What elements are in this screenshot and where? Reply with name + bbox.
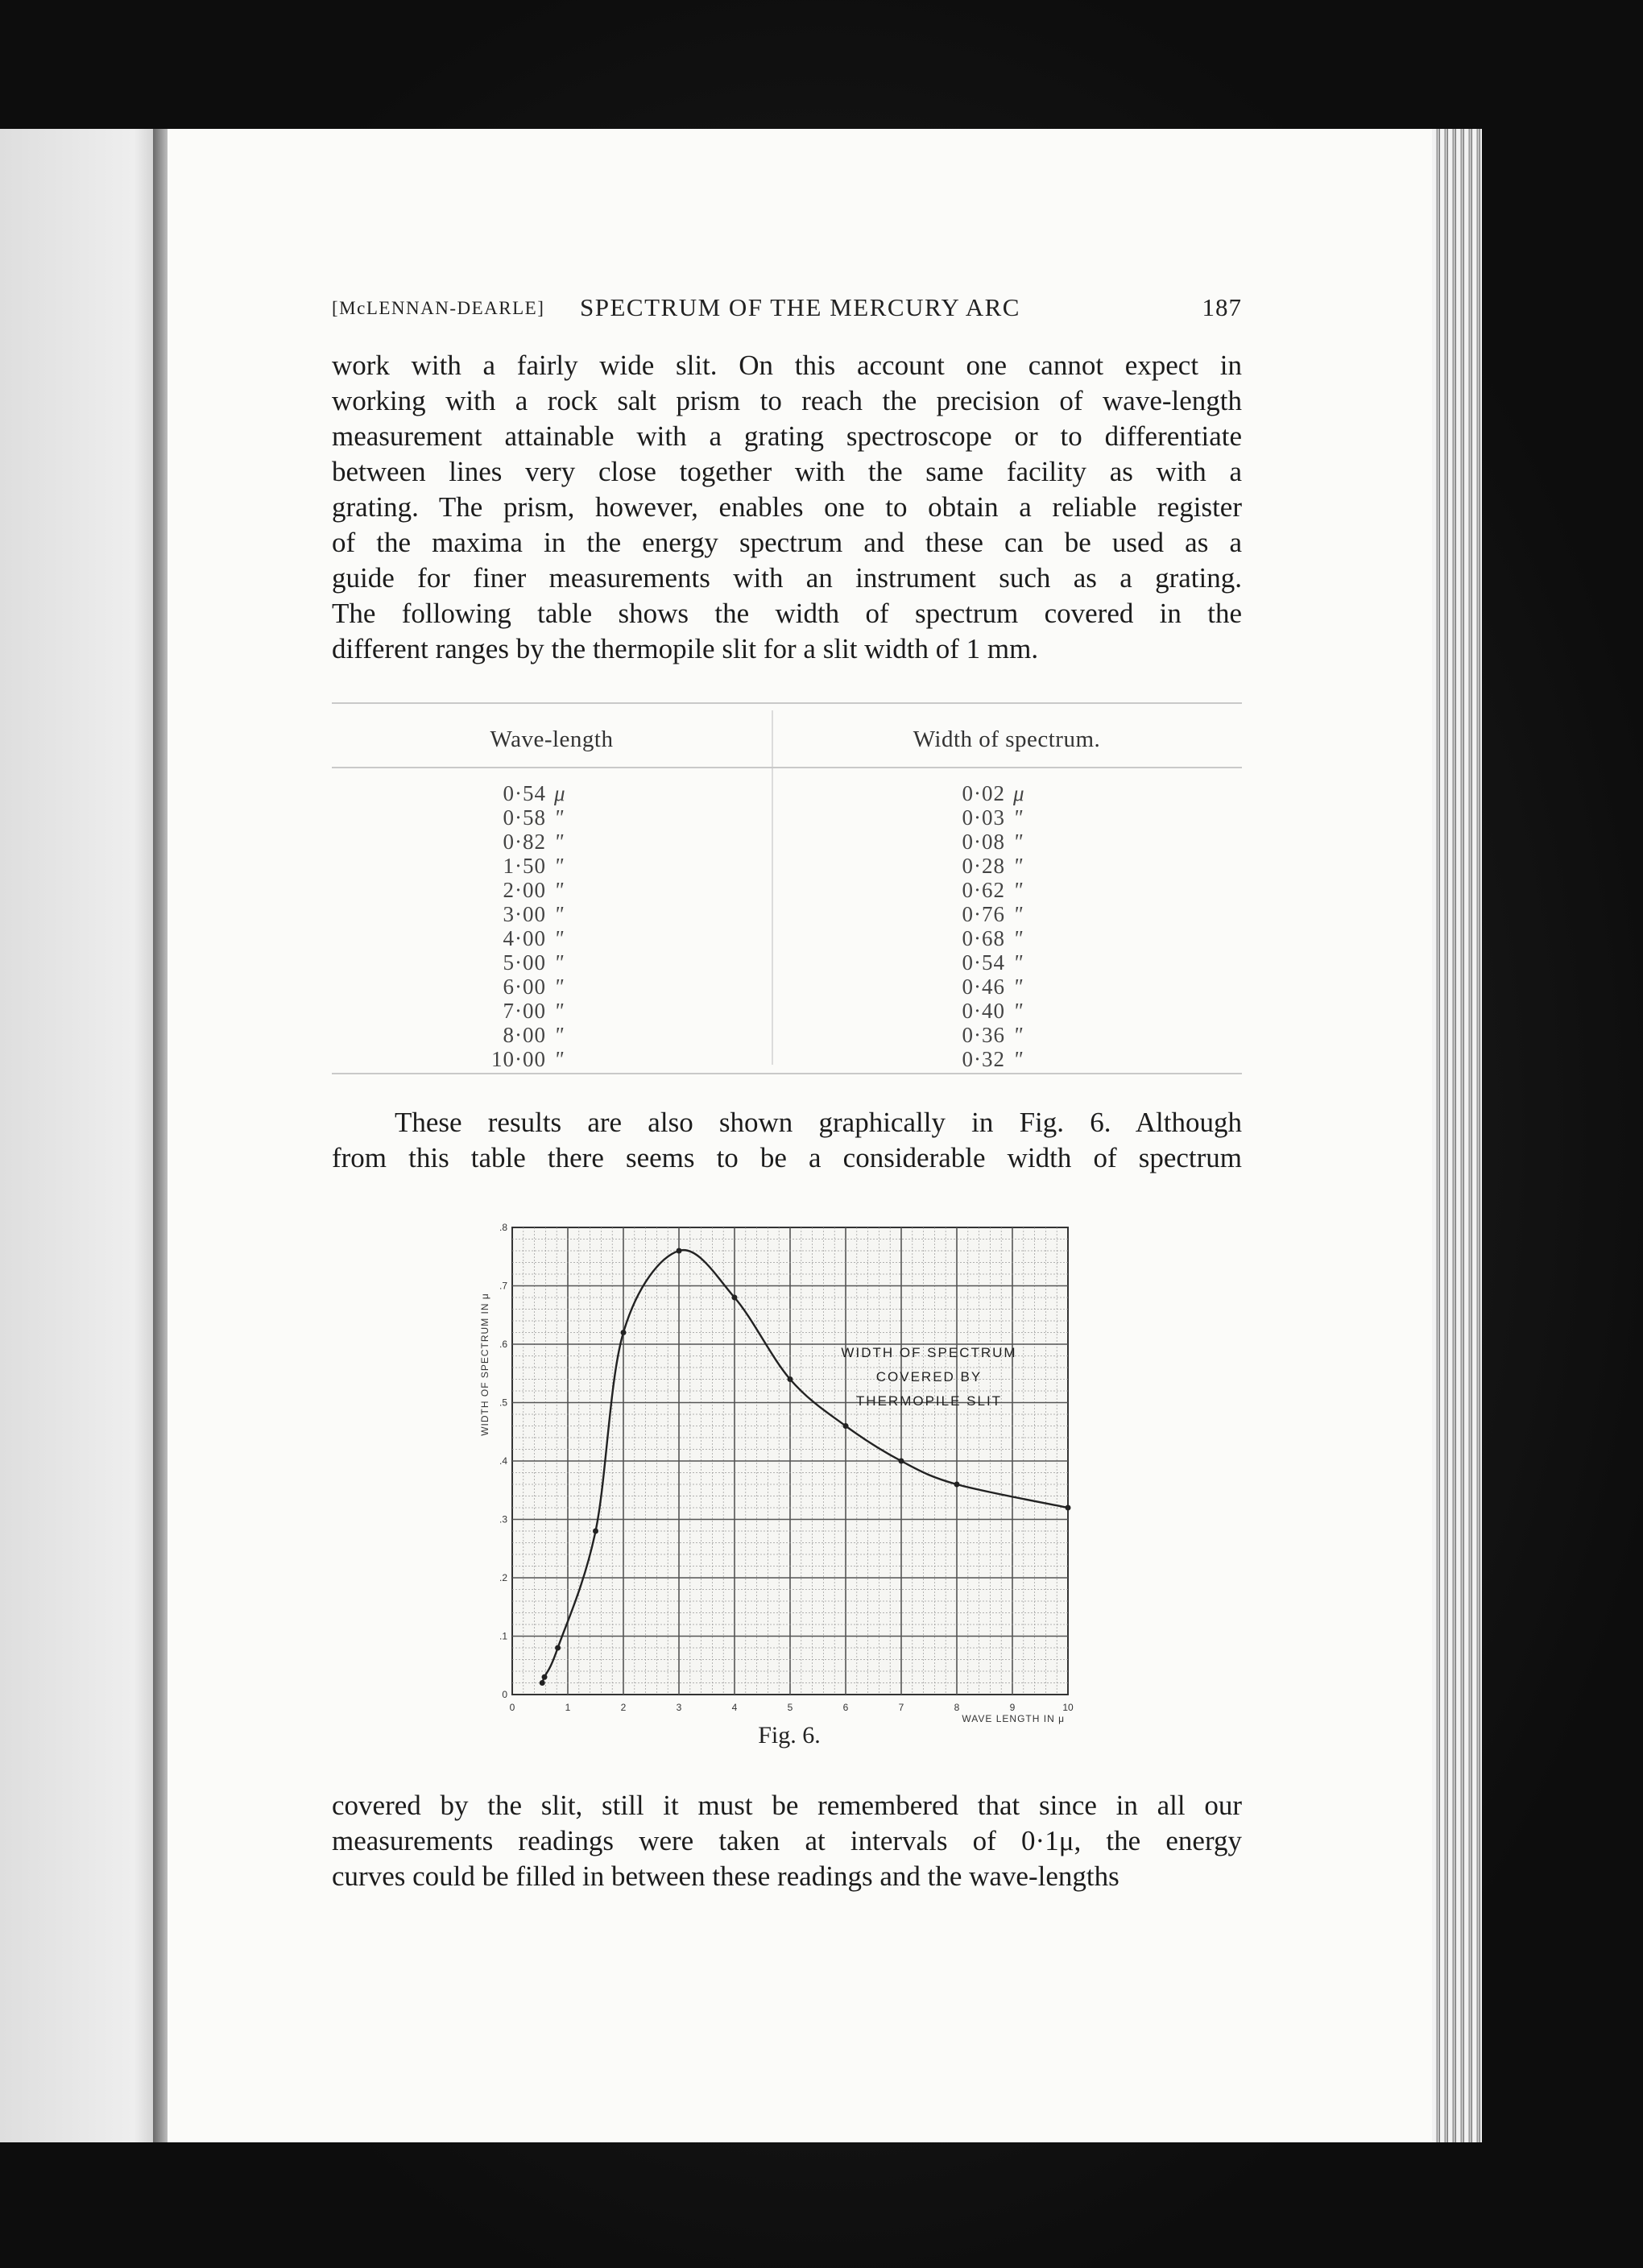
text-line: work with a fairly wide slit. On this account one cannot expect in <box>332 350 1242 381</box>
wavelength-unit: " <box>554 902 565 926</box>
spectrum-width-table <box>332 701 1242 1075</box>
header-title: SPECTRUM OF THE MERCURY ARC <box>580 293 1020 321</box>
width-value: 0·40 <box>962 999 1005 1023</box>
wavelength-value: 5·00 <box>503 950 546 975</box>
x-tick-label: 3 <box>676 1702 682 1713</box>
wavelength-value: 3·00 <box>503 902 546 926</box>
width-value: 0·36 <box>962 1023 1005 1047</box>
table-row <box>941 830 1045 854</box>
wavelength-value: 0·54 <box>503 781 546 805</box>
wavelength-unit: " <box>554 830 565 854</box>
y-tick-label: .4 <box>499 1455 507 1467</box>
width-unit: μ <box>1013 781 1025 805</box>
wavelength-value: 10·00 <box>491 1047 546 1071</box>
text-line: of the maxima in the energy spectrum and these can be used as a <box>332 527 1242 558</box>
figure-caption: Fig. 6. <box>758 1722 821 1749</box>
y-tick-label: .8 <box>499 1222 507 1233</box>
data-point <box>555 1645 561 1651</box>
book-gutter <box>153 129 168 2142</box>
width-value: 0·76 <box>962 902 1005 926</box>
figure-6-chart <box>475 1216 1087 1732</box>
x-tick-label: 7 <box>898 1702 904 1713</box>
table-header-rule <box>332 767 1242 768</box>
wavelength-unit: μ <box>554 781 566 805</box>
width-value: 0·03 <box>962 805 1005 830</box>
data-point <box>593 1529 598 1534</box>
table-row <box>474 1047 586 1071</box>
data-point <box>732 1295 738 1301</box>
width-value: 0·02 <box>962 781 1005 805</box>
y-tick-label: .6 <box>499 1339 507 1350</box>
table-row <box>474 830 586 854</box>
text-line: covered by the slit, still it must be remembered that since in all our <box>332 1790 1242 1821</box>
wavelength-unit: " <box>554 1047 565 1071</box>
column-header-width: Width of spectrum. <box>913 726 1101 752</box>
text-line: between lines very close together with the same facility as with a <box>332 456 1242 487</box>
table-row <box>941 926 1045 950</box>
table-row <box>474 781 586 805</box>
wavelength-column <box>474 781 586 1071</box>
width-unit: " <box>1013 878 1024 902</box>
wavelength-value: 6·00 <box>503 975 546 999</box>
width-unit: " <box>1013 805 1024 830</box>
text-line: working with a rock salt prism to reach the precision of wave-length <box>332 385 1242 416</box>
column-header-wavelength: Wave-length <box>490 726 614 752</box>
page-number: 187 <box>1202 293 1242 321</box>
data-point <box>843 1423 849 1429</box>
x-tick-label: 5 <box>787 1702 793 1713</box>
x-tick-label: 8 <box>954 1702 960 1713</box>
width-unit: " <box>1013 830 1024 854</box>
x-tick-label: 10 <box>1062 1702 1074 1713</box>
width-unit: " <box>1013 902 1024 926</box>
data-point <box>899 1459 904 1464</box>
wavelength-value: 8·00 <box>503 1023 546 1047</box>
y-tick-label: .5 <box>499 1397 507 1409</box>
table-row <box>941 1023 1045 1047</box>
y-tick-label: .3 <box>499 1513 507 1525</box>
text-line: These results are also shown graphically in Fig. 6. Although <box>395 1107 1242 1138</box>
width-value: 0·62 <box>962 878 1005 902</box>
data-point <box>677 1248 682 1254</box>
y-tick-label: 0 <box>502 1689 507 1700</box>
x-axis-label: WAVE LENGTH IN μ <box>962 1713 1065 1724</box>
table-row <box>474 902 586 926</box>
data-point <box>540 1680 545 1686</box>
table-row <box>474 975 586 999</box>
text-line: from this table there seems to be a considerable width of spectrum <box>332 1142 1242 1173</box>
data-point <box>542 1674 548 1680</box>
running-header <box>332 293 1242 333</box>
width-unit: " <box>1013 950 1024 975</box>
chart-annotation: THERMOPILE SLIT <box>855 1393 1003 1409</box>
y-tick-label: .7 <box>499 1280 507 1292</box>
paragraph-2 <box>332 1105 1242 1176</box>
wavelength-value: 1·50 <box>503 854 546 878</box>
text-line: grating. The prism, however, enables one to obtain a reliable register <box>332 491 1242 523</box>
width-unit: " <box>1013 975 1024 999</box>
width-value: 0·08 <box>962 830 1005 854</box>
table-row <box>941 878 1045 902</box>
width-unit: " <box>1013 999 1024 1023</box>
text-line: different ranges by the thermopile slit for a slit width of 1 mm. <box>332 633 1039 664</box>
left-page-edge <box>0 129 158 2142</box>
x-tick-label: 4 <box>731 1702 738 1713</box>
table-column-separator <box>772 710 773 1065</box>
y-tick-label: .1 <box>499 1630 507 1642</box>
wavelength-unit: " <box>554 878 565 902</box>
width-unit: " <box>1013 1047 1024 1071</box>
table-row <box>474 805 586 830</box>
table-row <box>474 878 586 902</box>
y-axis-label: WIDTH OF SPECTRUM IN μ <box>479 1293 490 1436</box>
table-row <box>941 854 1045 878</box>
table-bottom-rule <box>332 1073 1242 1074</box>
width-value: 0·32 <box>962 1047 1005 1071</box>
wavelength-unit: " <box>554 999 565 1023</box>
table-row <box>474 926 586 950</box>
data-point <box>954 1482 960 1488</box>
wavelength-unit: " <box>554 854 565 878</box>
wavelength-unit: " <box>554 1023 565 1047</box>
text-line: curves could be filled in between these readings and the wave-lengths <box>332 1860 1119 1892</box>
table-row <box>941 781 1045 805</box>
wavelength-unit: " <box>554 805 565 830</box>
table-row <box>941 950 1045 975</box>
x-tick-label: 1 <box>565 1702 571 1713</box>
width-unit: " <box>1013 854 1024 878</box>
text-line: measurements readings were taken at intervals of 0·1μ, the energy <box>332 1825 1242 1856</box>
x-tick-label: 0 <box>509 1702 515 1713</box>
wavelength-value: 4·00 <box>503 926 546 950</box>
text-line: The following table shows the width of spectrum covered in the <box>332 598 1242 629</box>
table-top-rule <box>332 702 1242 704</box>
x-tick-label: 9 <box>1009 1702 1016 1713</box>
width-unit: " <box>1013 1023 1024 1047</box>
table-row <box>474 950 586 975</box>
wavelength-unit: " <box>554 926 565 950</box>
wavelength-value: 0·58 <box>503 805 546 830</box>
width-value: 0·68 <box>962 926 1005 950</box>
width-value: 0·54 <box>962 950 1005 975</box>
wavelength-value: 0·82 <box>503 830 546 854</box>
paragraph-1 <box>332 348 1242 667</box>
data-point <box>621 1330 627 1335</box>
wavelength-unit: " <box>554 975 565 999</box>
table-row <box>474 854 586 878</box>
table-row <box>941 902 1045 926</box>
text-line: guide for finer measurements with an instrument such as a grating. <box>332 562 1242 594</box>
data-point <box>1066 1505 1071 1511</box>
wavelength-value: 2·00 <box>503 878 546 902</box>
chart-annotation: WIDTH OF SPECTRUM <box>841 1345 1017 1360</box>
width-value: 0·28 <box>962 854 1005 878</box>
wavelength-value: 7·00 <box>503 999 546 1023</box>
table-row <box>941 1047 1045 1071</box>
y-tick-label: .2 <box>499 1572 507 1583</box>
paragraph-3 <box>332 1788 1242 1894</box>
x-tick-label: 6 <box>842 1702 849 1713</box>
header-authors: [McLENNAN-DEARLE] <box>332 298 545 318</box>
text-line: measurement attainable with a grating spectroscope or to differentiate <box>332 420 1242 452</box>
page-stack-edges <box>1432 129 1482 2142</box>
wavelength-unit: " <box>554 950 565 975</box>
table-row <box>474 999 586 1023</box>
data-point <box>788 1376 793 1382</box>
chart-annotation: COVERED BY <box>875 1369 983 1384</box>
table-row <box>474 1023 586 1047</box>
width-value: 0·46 <box>962 975 1005 999</box>
x-tick-label: 2 <box>620 1702 627 1713</box>
width-unit: " <box>1013 926 1024 950</box>
table-row <box>941 805 1045 830</box>
width-column <box>941 781 1045 1071</box>
table-row <box>941 999 1045 1023</box>
table-row <box>941 975 1045 999</box>
